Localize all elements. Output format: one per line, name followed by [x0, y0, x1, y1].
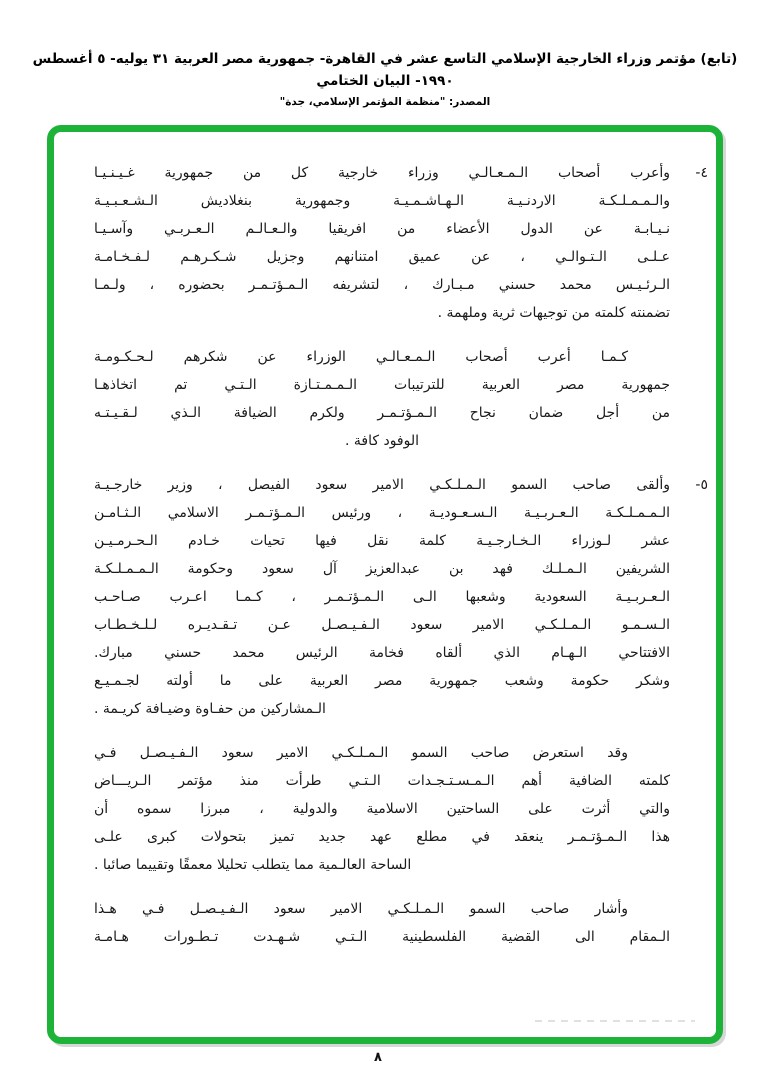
text-line: والتي أثرت على الساحتين الاسلامية والدولية ، مبرزا سموه أن [94, 801, 670, 817]
text-line: الـمقام الى القضية الفلسطينية الـتـي شـهـدت تـطـورات هـامـة [94, 929, 670, 945]
text-line: نـيـابـة عن الدول الأعضاء من افريقيا والـعـالـم الـعـربـي وآسـيـا [94, 221, 670, 237]
text-line: الـمشاركين من حفـاوة وضيـافة كريـمة . [94, 701, 326, 717]
text-line: الـعـربـيـة السعودية وشعبها الـى الـمـؤتـمـر ، كـمـا اعـرب صـاحـب [94, 589, 670, 605]
text-line: الافتتاحي الـهـام الذي ألقاه فخامة الرئيس محمد حسني مبارك. [94, 645, 670, 661]
paragraph [94, 739, 708, 879]
text-line: عشر لـوزراء الـخـارجـيـة كلمة نقل فيها تحيات خـادم الـحـرمـيـن [94, 533, 670, 549]
document-header [25, 48, 745, 108]
text-line: وشكر حكومة وشعب جمهورية مصر العربية على ما أولته لجـمـيـع [94, 673, 670, 689]
text-line: وأعرب أصحاب الـمـعـالـي وزراء خارجية كل من جمهورية غـيـنـيـا [94, 165, 670, 181]
document-title: (تابع) مؤتمر وزراء الخارجية الإسلامي التاسع عشر في القاهرة- جمهورية مصر العربية ٣١ يوليه- ٥ أغسطس ١٩٩٠- البيان الختامي [32, 51, 738, 89]
text-line: من أجل ضمان نجاح الـمـؤتـمـر ولكرم الضيافة الـذي لـقـيـتـه [94, 405, 670, 421]
paragraph-number: ٤- [695, 165, 708, 181]
text-line: جمهورية مصر العربية للترتيبات الـمـمـتـازة الـتـي تم اتخاذهـا [94, 377, 670, 393]
paragraph-number: ٥- [695, 477, 708, 493]
text-line: كـمـا أعرب أصحاب الـمـعـالـي الوزراء عن شكرهم لـحـكـومـة [94, 349, 628, 365]
text-line: تضمنته كلمته من توجيهات ثرية وملهمة . [437, 305, 670, 321]
paragraph-lines [94, 739, 670, 879]
paragraph-number [670, 739, 708, 879]
paragraph-lines [94, 343, 670, 455]
paragraph-lines [94, 471, 670, 723]
text-line: عـلـى الـتـوالـي ، عن عميق امتنانهم وجزيل شـكـرهـم لـفـخـامـة [94, 249, 670, 265]
text-line: والـمـمـلـكـة الاردنـيـة الـهـاشـمـيـة وجمهورية بنغلاديش الـشـعـبـيـة [94, 193, 670, 209]
scan-artifact-streak [535, 1020, 695, 1022]
document-body [54, 132, 716, 1037]
text-line: الـسـمـو الـمـلـكـي الامير سعود الـفـيـصـل عـن تـقـديـره لـلـخـطـاب [94, 617, 670, 633]
text-line: وألقى صاحب السمو الـمـلـكـي الامير سعود الفيصل ، وزير خارجـيـة [94, 477, 670, 493]
paragraph-lines [94, 895, 670, 951]
paragraph-number [670, 343, 708, 455]
paragraph-lines [94, 159, 670, 327]
paragraph [94, 471, 708, 723]
paragraph-number [670, 895, 708, 951]
text-line: الـمـمـلـكـة الـعـربـيـة الـسـعـوديـة ، ورئيس الـمـؤتـمـر الاسلامي الـثـامـن [94, 505, 670, 521]
paragraph [94, 343, 708, 455]
paragraph [94, 159, 708, 327]
text-line: الساحة العالـمية مما يتطلب تحليلا معمقًا وتقييما صائبا . [94, 857, 412, 873]
text-line: وأشار صاحب السمو الـمـلـكـي الامير سعود الـفـيـصـل فـي هـذا [94, 901, 628, 917]
paragraph [94, 895, 708, 951]
text-line: الوفود كافة . [344, 433, 420, 449]
text-line: الـرئـيـس محمد حسني مـبـارك ، لتشريفه الـمـؤتـمـر بحضوره ، ولـمـا [94, 277, 670, 293]
page-number: ٨ [374, 1050, 382, 1065]
text-line: هذا الـمـؤتـمـر ينعقد في مطلع عهد جديد تميز بتحولات كبرى علـى [94, 829, 670, 845]
text-line: وقد استعرض صاحب السمو الـمـلـكـي الامير سعود الـفـيـصـل فـي [94, 745, 628, 761]
text-line: كلمته الضافية أهم الـمـسـتـجـدات الـتـي طرأت منذ مؤتمر الـريـــاض [94, 773, 670, 789]
document-source: المصدر: "منظمة المؤتمر الإسلامي، جدة" [279, 96, 491, 108]
text-line: الشريفين الـمـلـك فهد بن عبدالعزيز آل سعود وحكومة الـمـمـلـكـة [94, 561, 670, 577]
